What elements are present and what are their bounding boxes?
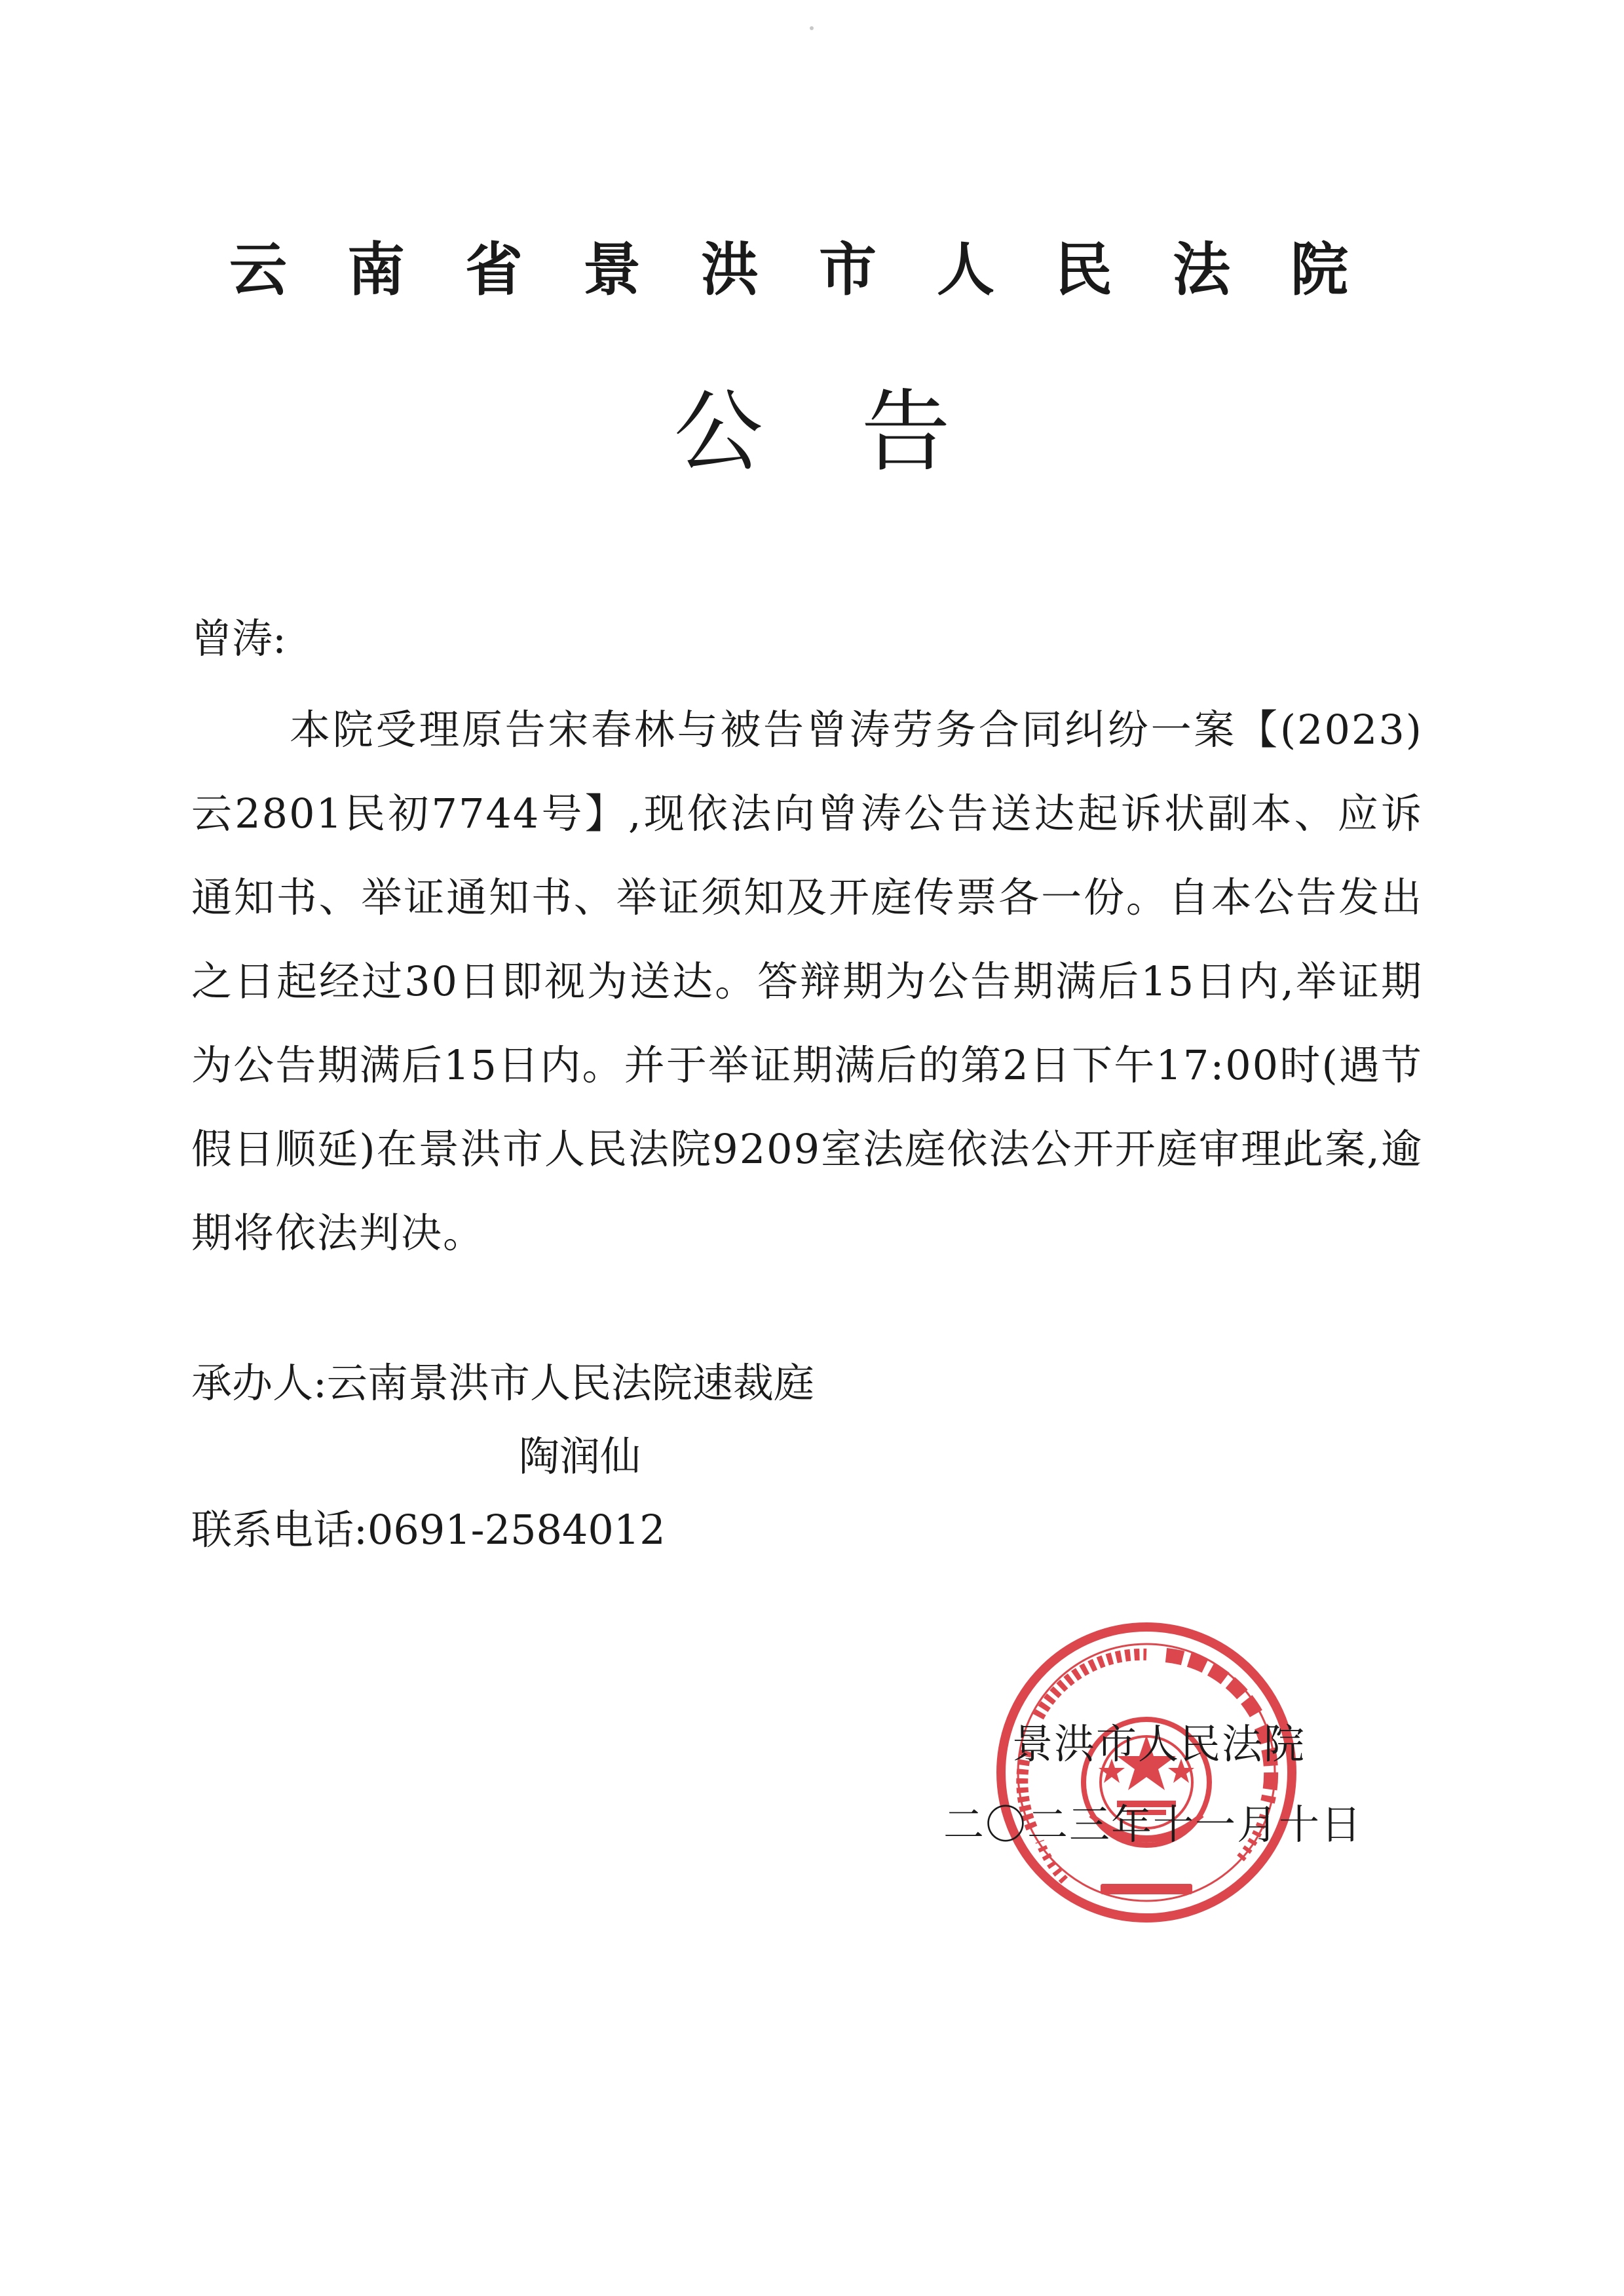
- signing-date: 二〇二三年十一月十日: [943, 1801, 1363, 1848]
- contact-block: [191, 1347, 814, 1567]
- handler-line: 承办人:云南景洪市人民法院速裁庭: [191, 1359, 814, 1407]
- addressee: 曾涛:: [191, 615, 286, 662]
- court-name-heading: 云南省景洪市人民法院: [229, 236, 1409, 303]
- document-title: 公告: [673, 381, 1049, 484]
- notice-body: 本院受理原告宋春林与被告曾涛劳务合同纠纷一案【(2023)云2801民初7744号】,现依法向曾涛公告送达起诉状副本、应诉通知书、举证通知书、举证须知及开庭传票各一份。自本公告发出之日起经过30日即视为送达。答辩期为公告期满后15日内,举证期为公告期满后15日内。并于举证期满后的第2日下午17:00时(遇节假日顺延)在景洪市人民法院9209室法庭依法公开开庭审理此案,逾期将依法判决。: [191, 706, 1423, 1257]
- judge-name: 陶润仙: [519, 1432, 641, 1480]
- scan-dot: [810, 26, 814, 30]
- signing-court: 景洪市人民法院: [1012, 1720, 1306, 1768]
- court-seal-icon: [992, 1618, 1300, 1926]
- phone-line: 联系电话:0691-2584012: [191, 1506, 666, 1554]
